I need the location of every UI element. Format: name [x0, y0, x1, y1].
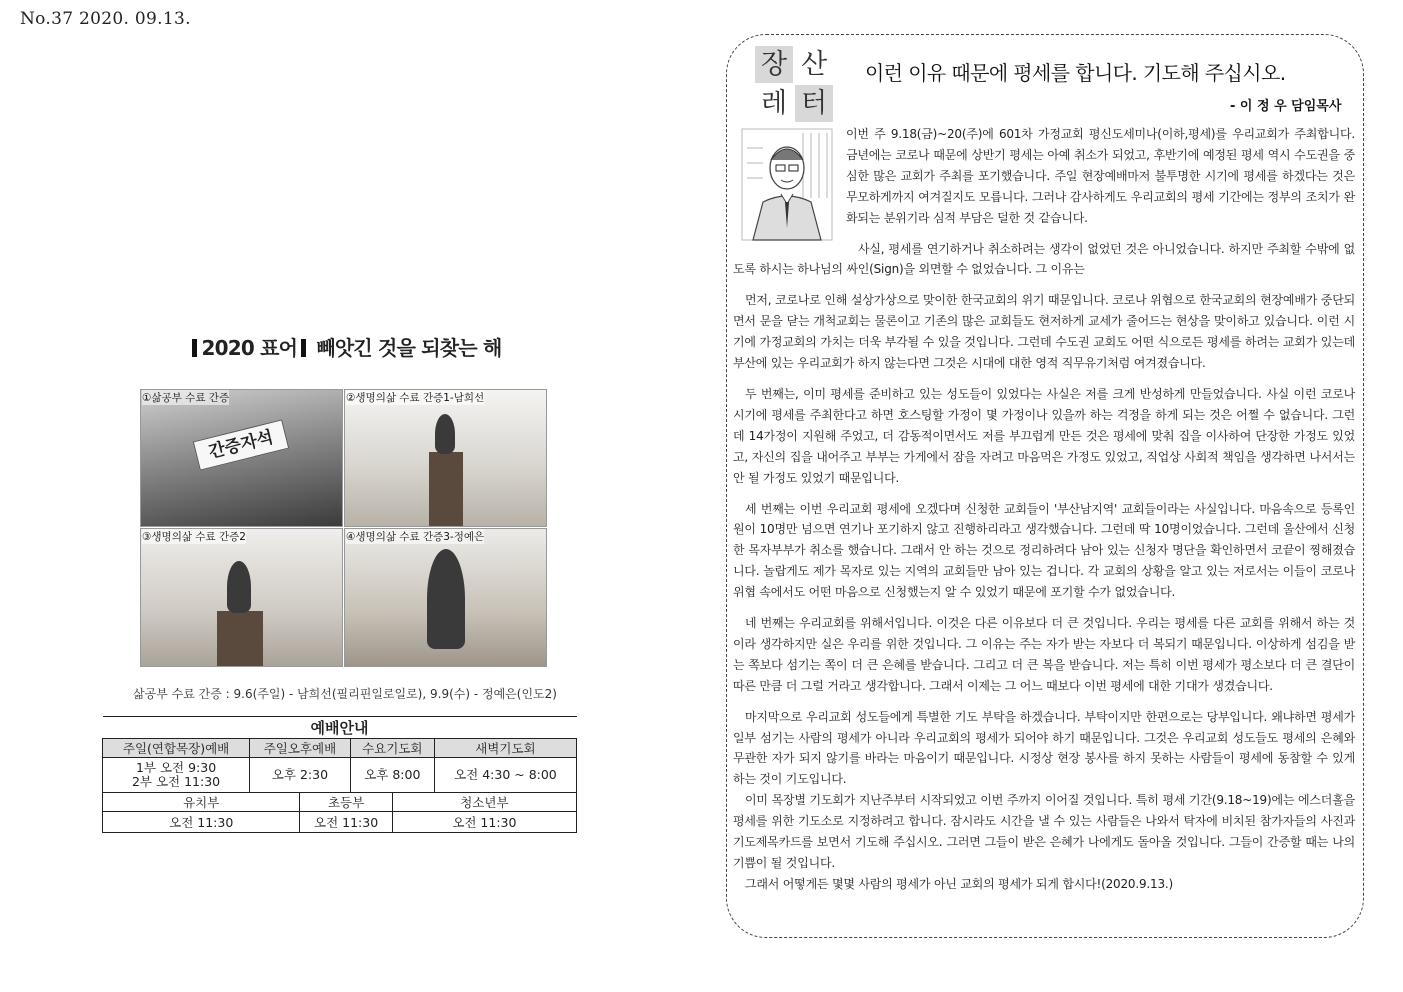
service-schedule-table [102, 716, 577, 833]
service-time-line: 1부 오전 9:30 [135, 760, 217, 775]
service-header: 주일오후예배 [250, 739, 351, 758]
letter-paragraph: 이미 목장별 기도회가 지난주부터 시작되었고 이번 주까지 이어질 것입니다. 특히 평세 기간(9.18~19)에는 에스더홀을 평세를 위한 기도소로 지정하려고 합니다. 잠시라도 시간을 낼 수 있는 사람들은 나와서 탁자에 비치된 참가자들의 사진과 기도제목카드를 보면서 기도해 주십시오. 그러면 그들이 받은 은혜가 나에게도 돌아올 것입니다. 그들이 간증할 때는 나의 기쁨이 될 것입니다. [733, 793, 1355, 870]
photo-caption: ④생명의삶 수료 간증3-정예은 [346, 531, 485, 543]
bar-mark [301, 339, 306, 357]
letter-badge [755, 46, 835, 122]
letter-paragraph: 이번 주 9.18(금)~20(주)에 601차 가정교회 평신도세미나(이하,평세)를 우리교회가 주최합니다. 금년에는 코로나 때문에 상반기 평세는 아예 취소가 되었고, 후반기에 예정된 평세 역시 수도권을 중심한 많은 교회가 주최를 포기했습니다. 주일 현장예배마저 불투명한 시기에 평세를 하겠다는 것은 무모하게까지 여겨질지도 모릅니다. 그러나 감사하게도 우리교회의 평세 기간에는 정부의 조치가 완화되는 분위기라 심적 부담은 덜한 것 같습니다. [846, 127, 1355, 225]
letter-title: 이런 이유 때문에 평세를 합니다. 기도해 주십시오. [865, 61, 1286, 85]
lectern [217, 611, 263, 666]
service-time-line: 2부 오전 11:30 [131, 774, 221, 789]
service-time: 오후 2:30 [250, 758, 351, 793]
photo-caption: ③생명의삶 수료 간증2 [142, 531, 246, 543]
lectern [429, 452, 463, 526]
motto-text: 빼앗긴 것을 되찾는 해 [316, 336, 502, 360]
service-time: 오전 11:30 [103, 812, 300, 833]
issue-number: No.37 2020. 09.13. [20, 9, 191, 29]
badge-char: 장 [755, 46, 793, 83]
badge-char: 레 [755, 85, 793, 122]
badge-char: 산 [795, 46, 833, 83]
service-time: 오후 8:00 [350, 758, 434, 793]
service-header: 주일(연합목장)예배 [103, 739, 250, 758]
photo-2 [344, 389, 547, 527]
letter-paragraph: 먼저, 코로나로 인해 설상가상으로 맞이한 한국교회의 위기 때문입니다. 코로나 위협으로 한국교회의 현장예배가 중단되면서 문을 닫는 개척교회는 물론이고 기존의 많은 교회들도 현저하게 교세가 줄어드는 현상을 맞이하고 있습니다. 이런 시기에 가정교회의 가치는 더욱 부각될 수 있을 것입니다. 그런데 수도권 교회도 어떤 식으로든 평세를 하려는 교회가 있는데 부산에 있는 우리교회가 하지 않는다면 그것은 시대에 대한 영적 직무유기처럼 여겨졌습니다. [733, 293, 1355, 371]
photo-4 [344, 528, 547, 667]
service-time: 오전 11:30 [392, 812, 576, 833]
motto-label: 2020 표어 [201, 336, 298, 360]
nameplate: 간증자석 [193, 419, 290, 470]
letter-paragraph: 네 번째는 우리교회를 위해서입니다. 이것은 다른 이유보다 더 큰 것입니다. 우리는 평세를 다른 교회를 위해서 하는 것이라 생각하지만 실은 우리를 위한 것입니다. 그 이유는 주는 자가 받는 자보다 더 복되기 때문입니다. 이상하게 섬김을 받는 쪽보다 섬기는 쪽이 더 큰 은혜를 받습니다. 그리고 더 큰 복을 받습니다. 저는 특히 이번 평세가 평소보다 더 큰 결단이 따른 만큼 더 그럴 거라고 생각합니다. 그래서 이제는 그 어느 때보다 이번 평세에 대한 기대가 생겼습니다. [733, 616, 1355, 693]
letter-paragraph: 사실, 평세를 연기하거나 취소하려는 생각이 없었던 것은 아니었습니다. 하지만 주최할 수밖에 없도록 하시는 하나님의 싸인(Sign)을 외면할 수 없었습니다. 그 이유는 [733, 241, 1355, 277]
speaker-figure [435, 414, 455, 454]
testimony-note: 삶공부 수료 간증 : 9.6(주일) - 남희선(필리핀일로일로), 9.9(수) - 정예은(인도2) [133, 687, 557, 701]
speaker-figure [427, 549, 465, 649]
badge-char: 터 [795, 85, 833, 122]
photo-caption: ②생명의삶 수료 간증1-남희선 [346, 392, 485, 404]
letter-author: - 이 정 우 담임목사 [1230, 99, 1342, 114]
photo-3 [140, 528, 343, 667]
service-header: 수요기도회 [350, 739, 434, 758]
portrait-spacer [733, 124, 846, 240]
service-header: 초등부 [300, 793, 392, 812]
letter-paragraph: 세 번째는 이번 우리교회 평세에 오겠다며 신청한 교회들이 '부산남지역' 교회들이라는 사실입니다. 마음속으로 등록인원이 10명만 넘으면 연기나 포기하지 않고 진행하리라고 생각했습니다. 그런데 딱 10명이었습니다. 그런데 울산에서 신청한 목자부부가 취소를 했습니다. 그래서 안 하는 것으로 정리하려다 남아 있는 신청자 명단을 확인하면서 코끝이 찡해졌습니다. 놀랍게도 제가 목자로 있는 지역의 교회들만 남아 있는 겁니다. 각 교회의 상황을 알고 있는 저로서는 이들이 코로나 위협 속에서도 어떤 마음으로 신청했는지 알 수 있었기 때문에 포기할 수가 없었습니다. [733, 501, 1355, 600]
letter-paragraph: 두 번째는, 이미 평세를 준비하고 있는 성도들이 있었다는 사실은 저를 크게 반성하게 만들었습니다. 사실 이런 코로나 시기에 평세를 주최한다고 하면 호스팅할 가정이 몇 가정이나 있을까 하는 걱정을 하게 되는 것은 어쩔 수 없습니다. 그런데 14가정이 지원해 주었고, 더 감동적이면서도 저를 부끄럽게 만든 것은 평세에 맞춰 집을 이사하여 단장한 가정도 있었고, 자신의 집을 내어주고 부부는 가게에서 잠을 자려고 마음먹은 가정도 있었고, 직업상 사회적 책임을 생각하면 나서서는 안 될 가정도 있었기 때문입니다. [733, 386, 1355, 485]
photo-1 [140, 389, 343, 527]
motto-heading [102, 332, 588, 361]
photo-grid [140, 389, 546, 665]
photo-caption: ①삶공부 수료 간증 [142, 392, 230, 404]
service-title: 예배안내 [103, 717, 577, 739]
service-time: 오전 11:30 [300, 812, 392, 833]
bar-mark [192, 339, 197, 357]
letter-body [733, 124, 1355, 895]
service-time: 오전 4:30 ~ 8:00 [434, 758, 576, 793]
letter-paragraph: 마지막으로 우리교회 성도들에게 특별한 기도 부탁을 하겠습니다. 부탁이지만 한편으로는 당부입니다. 왜냐하면 평세가 일부 섬기는 사람의 평세가 아니라 우리교회의 평세가 되어야 하기 때문입니다. 그것은 우리교회 성도들도 평세의 은혜와 무관한 자가 되지 않기를 바라는 마음이기 때문입니다. 시정상 현장 봉사를 하지 못하는 사람들이 평세에 동참할 수 있게 하는 것이 기도입니다. [733, 709, 1355, 787]
letter-paragraph: 그래서 어떻게든 몇몇 사람의 평세가 아닌 교회의 평세가 되게 합시다!(2020.9.13.) [745, 876, 1173, 891]
service-header: 유치부 [103, 793, 300, 812]
speaker-figure [227, 561, 251, 613]
service-time [103, 758, 250, 793]
service-header: 새벽기도회 [434, 739, 576, 758]
service-header: 청소년부 [392, 793, 576, 812]
